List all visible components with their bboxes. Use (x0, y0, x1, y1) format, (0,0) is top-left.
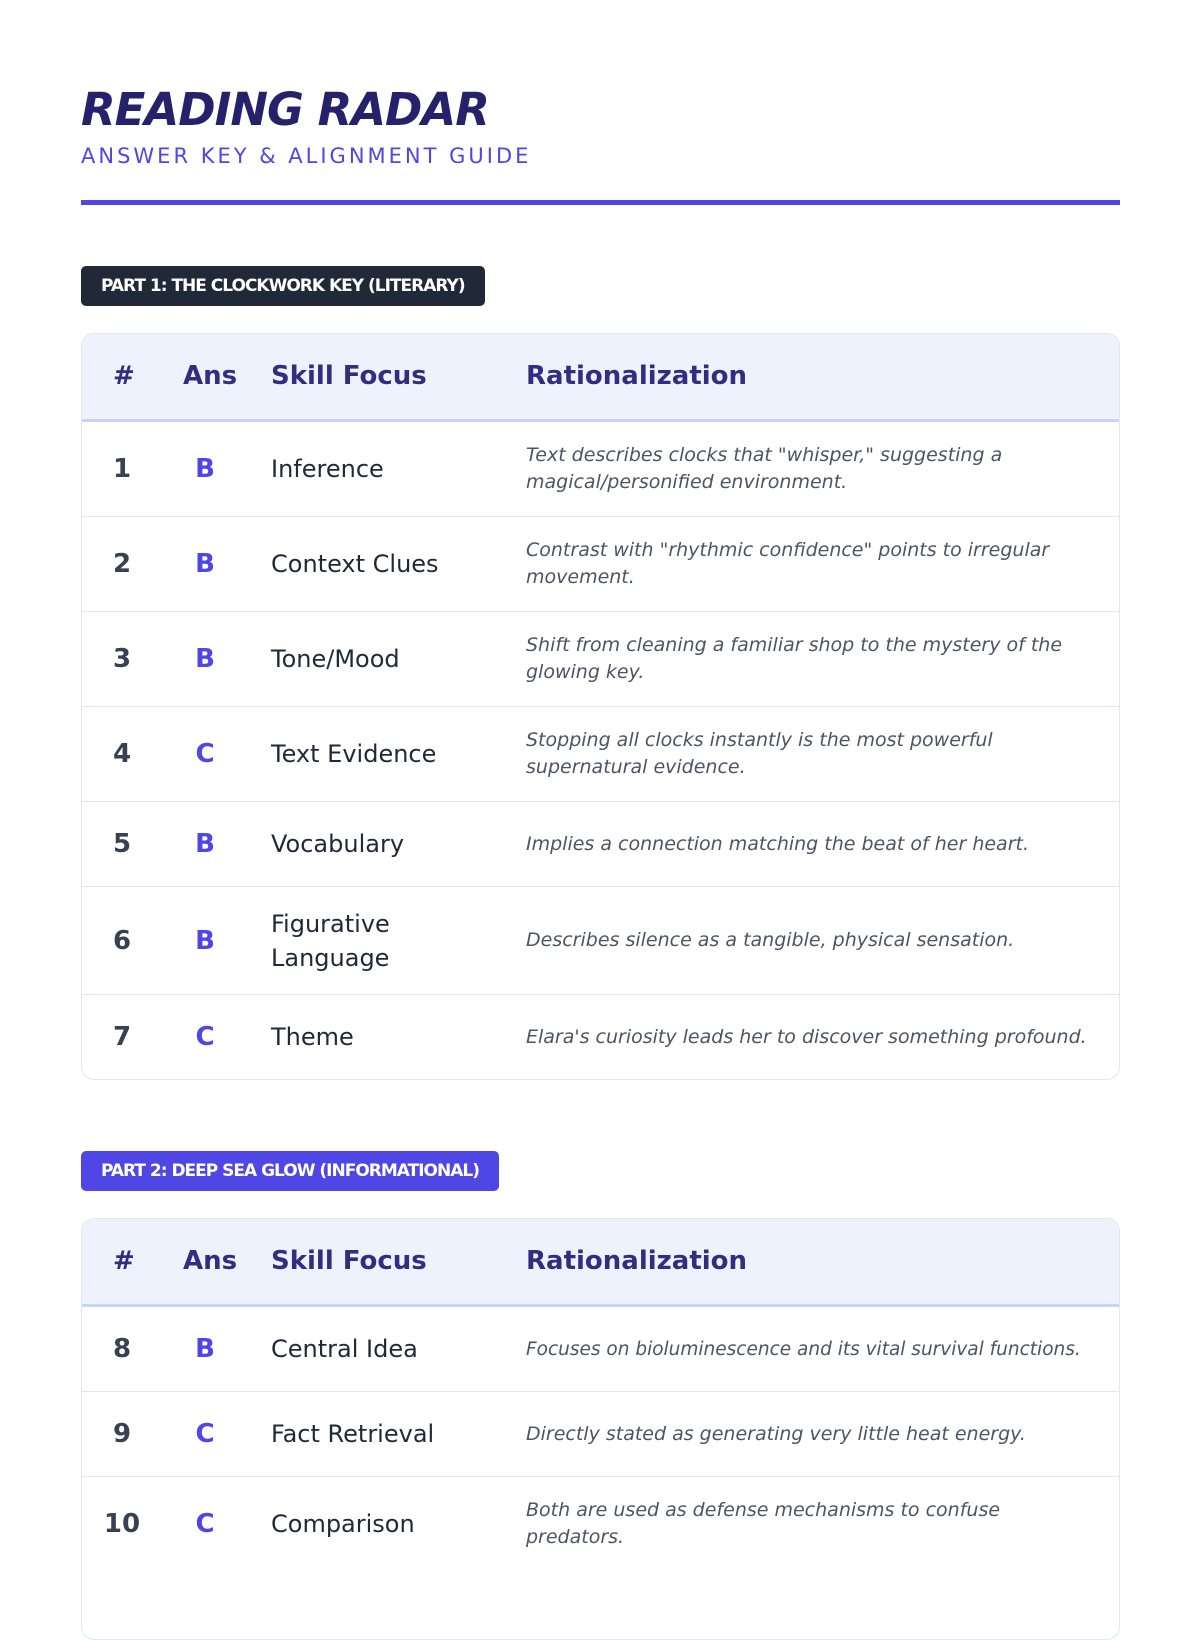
answer-table-part-2 (81, 1218, 1120, 1640)
skill-focus: Inference (271, 455, 384, 483)
answer-letter: B (195, 549, 215, 579)
column-header-skill: Skill Focus (271, 361, 427, 391)
rationale: Text describes clocks that "whisper," suggesting a magical/personified environment. (526, 444, 1003, 493)
skill-focus: Vocabulary (271, 830, 405, 858)
question-number: 4 (112, 739, 132, 769)
question-number: 1 (112, 454, 132, 484)
rationale: Elara's curiosity leads her to discover something profound. (526, 1025, 1087, 1048)
skill-focus: Text Evidence (271, 740, 437, 768)
rationale: Shift from cleaning a familiar shop to the mystery of the glowing key. (526, 634, 1063, 683)
skill-focus: Context Clues (271, 550, 439, 578)
rationale: Stopping all clocks instantly is the most powerful supernatural evidence. (526, 729, 993, 778)
answer-letter: C (195, 739, 215, 769)
answer-letter: C (195, 1509, 215, 1539)
page-subtitle: ANSWER KEY & ALIGNMENT GUIDE (81, 144, 532, 168)
skill-focus: Central Idea (271, 1335, 418, 1363)
skill-focus: Tone/Mood (271, 645, 400, 673)
table-row (82, 1477, 1119, 1571)
question-number: 3 (112, 644, 132, 674)
table-row (82, 517, 1119, 612)
question-number: 6 (112, 925, 132, 956)
rationale: Directly stated as generating very little heat energy. (526, 1422, 1026, 1445)
rationale: Focuses on bioluminescence and its vital survival functions. (526, 1338, 1081, 1360)
table-row (82, 612, 1119, 707)
rationale: Contrast with "rhythmic confidence" points to irregular movement. (526, 539, 1050, 588)
skill-focus: Figurative Language (271, 909, 390, 972)
question-number: 9 (112, 1419, 132, 1449)
table-row (82, 422, 1119, 517)
column-header-skill: Skill Focus (271, 1246, 427, 1276)
page-title: READING RADAR (81, 83, 489, 136)
table-row (82, 802, 1119, 887)
rationale: Describes silence as a tangible, physical sensation. (526, 929, 1015, 951)
answer-table-part-1 (81, 333, 1120, 1080)
column-header-number: # (113, 361, 135, 391)
column-header-answer: Ans (183, 361, 238, 391)
skill-focus: Theme (271, 1023, 354, 1051)
answer-letter: B (195, 644, 215, 674)
rationale: Both are used as defense mechanisms to confuse predators. (526, 1499, 1001, 1548)
table-header (82, 1219, 1119, 1307)
table-row (82, 1307, 1119, 1392)
answer-letter: C (195, 1022, 215, 1052)
answer-letter: B (195, 829, 215, 859)
question-number: 2 (112, 549, 132, 579)
answer-letter: C (195, 1419, 215, 1449)
answer-letter: B (195, 925, 215, 956)
table-row (82, 1392, 1119, 1477)
skill-focus: Fact Retrieval (271, 1420, 435, 1448)
table-row (82, 887, 1119, 995)
question-number: 5 (112, 829, 132, 859)
table-header (82, 334, 1119, 422)
rationale: Implies a connection matching the beat of her heart. (526, 832, 1029, 855)
table-row (82, 995, 1119, 1079)
column-header-answer: Ans (183, 1246, 238, 1276)
section-label-part-1: PART 1: THE CLOCKWORK KEY (LITERARY) (81, 266, 485, 306)
column-header-rationale: Rationalization (526, 361, 748, 391)
section-label-part-2: PART 2: DEEP SEA GLOW (INFORMATIONAL) (81, 1151, 499, 1191)
answer-letter: B (195, 1334, 215, 1364)
skill-focus: Comparison (271, 1510, 415, 1538)
column-header-rationale: Rationalization (526, 1246, 748, 1276)
question-number: 7 (112, 1022, 132, 1052)
answer-letter: B (195, 454, 215, 484)
header-divider (81, 200, 1120, 205)
table-row (82, 707, 1119, 802)
column-header-number: # (113, 1246, 135, 1276)
question-number: 10 (103, 1509, 141, 1539)
question-number: 8 (112, 1334, 132, 1364)
